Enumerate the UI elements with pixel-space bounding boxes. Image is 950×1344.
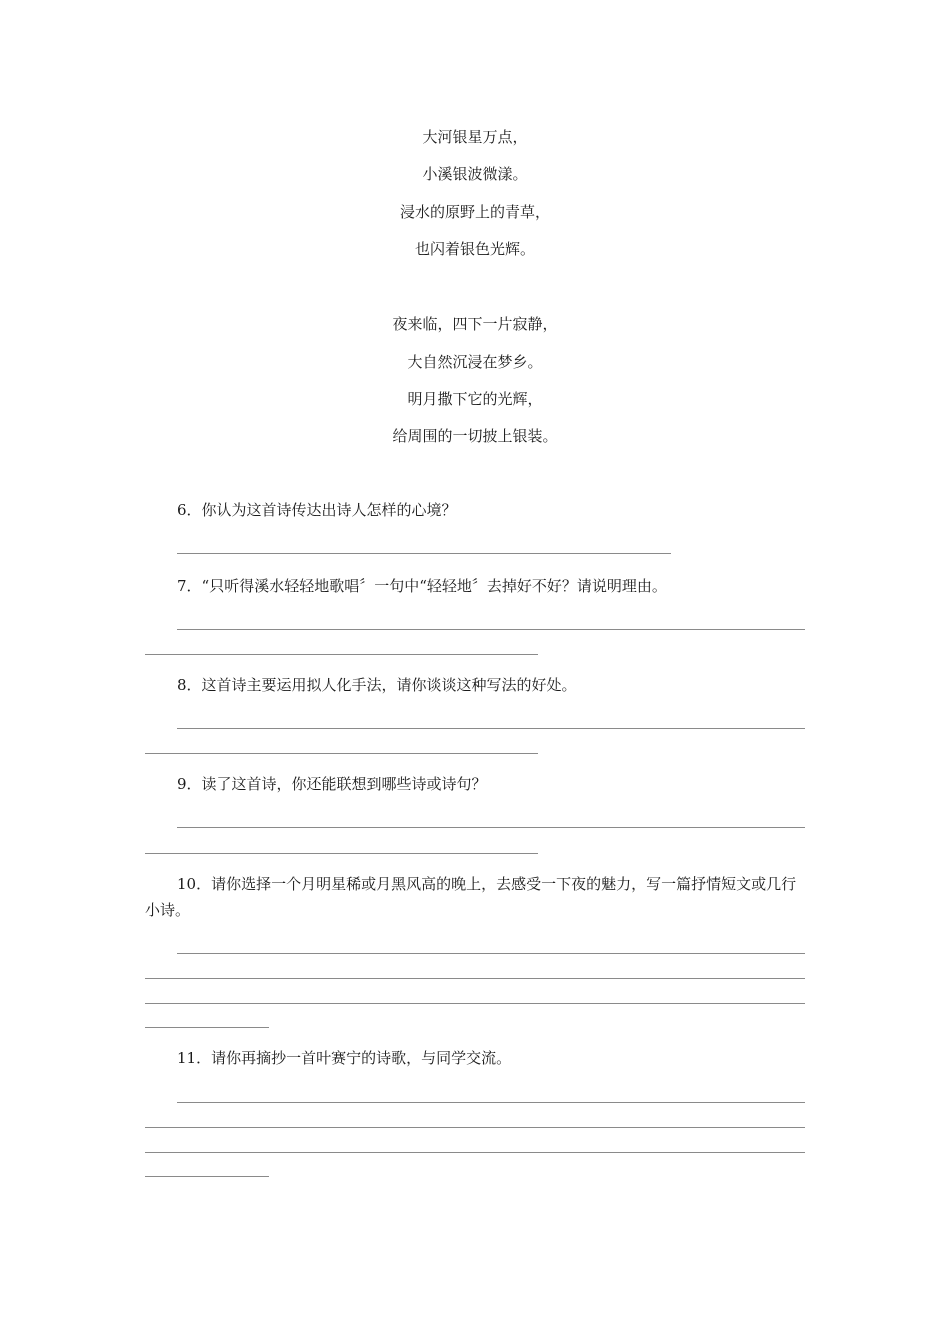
poem-line: 小溪银波微漾。	[422, 165, 528, 183]
answer-line[interactable]	[177, 1102, 805, 1103]
question-9: 9．读了这首诗，你还能联想到哪些诗或诗句？	[177, 775, 487, 793]
answer-line[interactable]	[145, 978, 805, 979]
poem-line: 大河银星万点，	[422, 128, 528, 146]
poem-line: 浸水的原野上的青草，	[399, 203, 550, 221]
poem-line: 夜来临，四下一片寂静，	[392, 315, 558, 333]
answer-line[interactable]	[145, 654, 538, 655]
question-7: 7．“只听得溪水轻轻地歌唱〞一句中“轻轻地〞去掉好不好？请说明理由。	[177, 577, 667, 595]
answer-line[interactable]	[145, 1027, 269, 1028]
answer-line[interactable]	[145, 1127, 805, 1128]
answer-line[interactable]	[145, 1176, 269, 1177]
answer-line[interactable]	[145, 853, 538, 854]
poem-line: 也闪着银色光辉。	[414, 240, 535, 258]
answer-line[interactable]	[177, 953, 805, 954]
question-6: 6．你认为这首诗传达出诗人怎样的心境？	[177, 501, 457, 519]
answer-line[interactable]	[177, 553, 671, 554]
answer-line[interactable]	[145, 1003, 805, 1004]
question-8: 8．这首诗主要运用拟人化手法，请你谈谈这种写法的好处。	[177, 676, 577, 694]
question-11: 11．请你再摘抄一首叶赛宁的诗歌，与同学交流。	[177, 1049, 512, 1067]
answer-line[interactable]	[145, 753, 538, 754]
answer-line[interactable]	[177, 629, 805, 630]
answer-line[interactable]	[177, 827, 805, 828]
poem-line: 明月撒下它的光辉，	[407, 390, 543, 408]
answer-line[interactable]	[145, 1152, 805, 1153]
poem-line: 大自然沉浸在梦乡。	[407, 353, 543, 371]
poem-line: 给周围的一切披上银装。	[392, 427, 558, 445]
question-10: 10．请你选择一个月明星稀或月黑风高的晚上，去感受一下夜的魅力，写一篇抒情短文或几行小诗。	[145, 875, 797, 919]
answer-line[interactable]	[177, 728, 805, 729]
